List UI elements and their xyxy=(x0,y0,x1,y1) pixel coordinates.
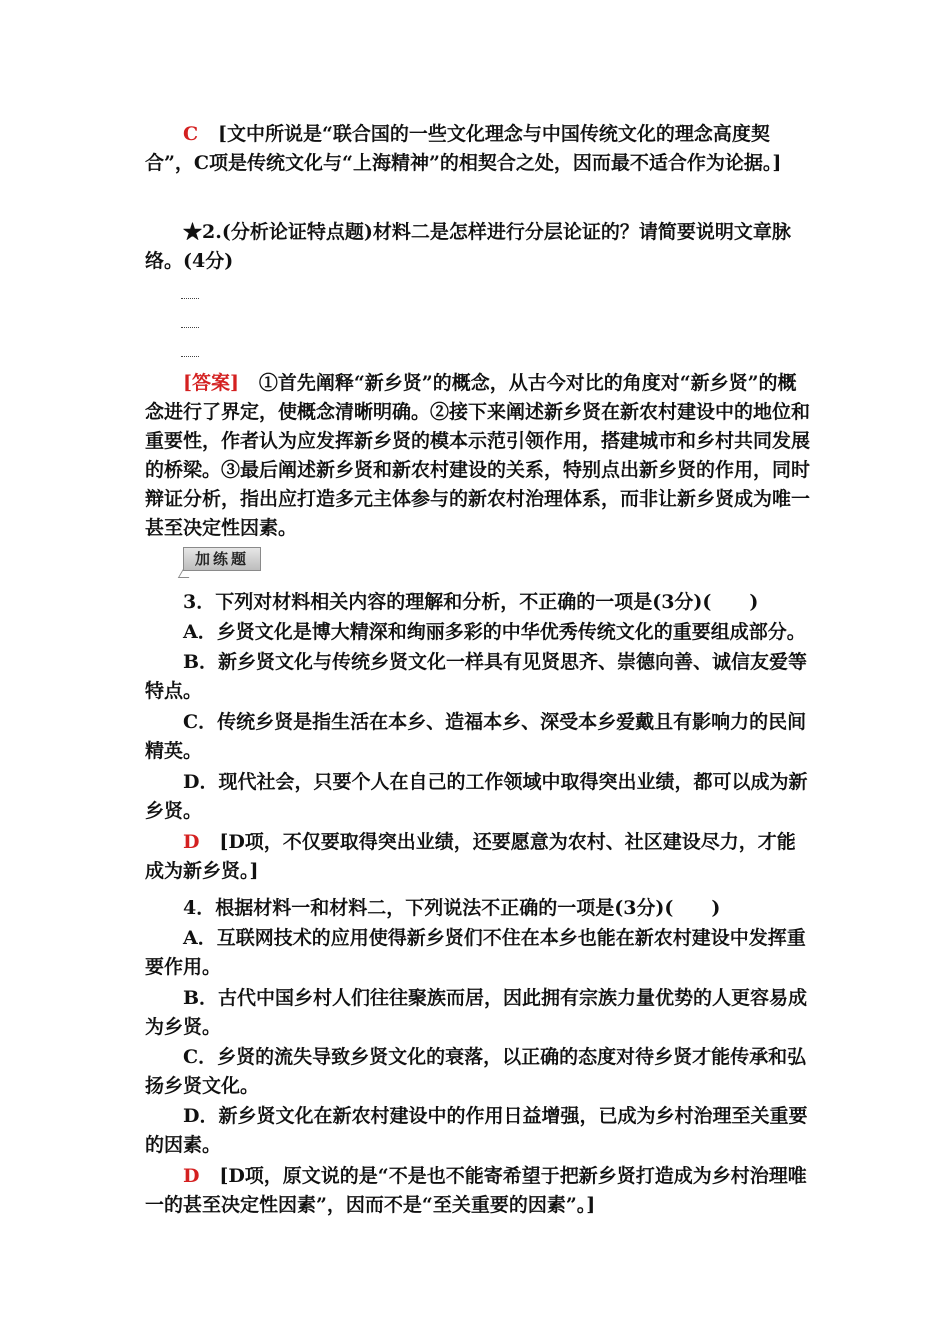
section-tag: 加练题 xyxy=(183,547,261,571)
answer-blank-line[interactable] xyxy=(181,327,199,328)
q4-option-d: D．新乡贤文化在新农村建设中的作用日益增强，已成为乡村治理至关重要的因素。 xyxy=(145,1105,808,1156)
q4-option-b: B．古代中国乡村人们往往聚族而居，因此拥有宗族力量优势的人更容易成为乡贤。 xyxy=(145,987,808,1038)
q3-question: 3．下列对材料相关内容的理解和分析，不正确的一项是(3分)( ) xyxy=(183,591,759,613)
q1-answer-explanation: [文中所说是“联合国的一些文化理念与中国传统文化的理念高度契合”，C项是传统文化与“上海精神”的相契合之处，因而最不适合作为论据。] xyxy=(145,123,782,174)
q3-option-a: A．乡贤文化是博大精深和绚丽多彩的中华优秀传统文化的重要组成部分。 xyxy=(183,621,806,643)
q3-option-d: D．现代社会，只要个人在自己的工作领域中取得突出业绩，都可以成为新乡贤。 xyxy=(145,771,808,822)
q4-option-a: A．互联网技术的应用使得新乡贤们不住在本乡也能在新农村建设中发挥重要作用。 xyxy=(145,927,806,978)
q3-answer-text: [D项，不仅要取得突出业绩，还要愿意为农村、社区建设尽力，才能成为新乡贤。] xyxy=(145,831,796,882)
q4-answer-letter: D xyxy=(183,1165,200,1187)
q1-answer xyxy=(145,120,813,178)
q4-option-c: C．乡贤的流失导致乡贤文化的衰落，以正确的态度对待乡贤才能传承和弘扬乡贤文化。 xyxy=(145,1046,807,1097)
section-tag-tail xyxy=(178,569,194,578)
q2-answer xyxy=(145,369,813,543)
q2-answer-text: ①首先阐释“新乡贤”的概念，从古今对比的角度对“新乡贤”的概念进行了界定，使概念清晰明确。②接下来阐述新乡贤在新农村建设中的地位和重要性，作者认为应发挥新乡贤的模本示范引领作用，搭建城市和乡村共同发展的桥梁。③最后阐述新乡贤和新农村建设的关系，特别点出新乡贤的作用，同时辩证分析，指出应打造多元主体参与的新农村治理体系，而非让新乡贤成为唯一甚至决定性因素。 xyxy=(145,372,811,539)
q3-answer xyxy=(145,828,813,886)
q3-option-b: B．新乡贤文化与传统乡贤文化一样具有见贤思齐、崇德向善、诚信友爱等特点。 xyxy=(145,651,808,702)
q2-answer-label: [答案] xyxy=(183,372,239,394)
q4-question: 4．根据材料一和材料二，下列说法不正确的一项是(3分)( ) xyxy=(183,897,721,919)
q3-answer-letter: D xyxy=(183,831,200,853)
q4-answer-text: [D项，原文说的是“不是也不能寄希望于把新乡贤打造成为乡村治理唯一的甚至决定性因素”，因而不是“至关重要的因素”。] xyxy=(145,1165,807,1216)
q1-answer-letter: C xyxy=(183,123,199,145)
q3-option-c: C．传统乡贤是指生活在本乡、造福本乡、深受本乡爱戴且有影响力的民间精英。 xyxy=(145,711,807,762)
answer-blank-line[interactable] xyxy=(181,356,199,357)
q4-answer xyxy=(145,1162,813,1220)
answer-blank-line[interactable] xyxy=(181,298,199,299)
q2-question: ★2.(分析论证特点题)材料二是怎样进行分层论证的？请简要说明文章脉络。(4分) xyxy=(145,221,791,272)
